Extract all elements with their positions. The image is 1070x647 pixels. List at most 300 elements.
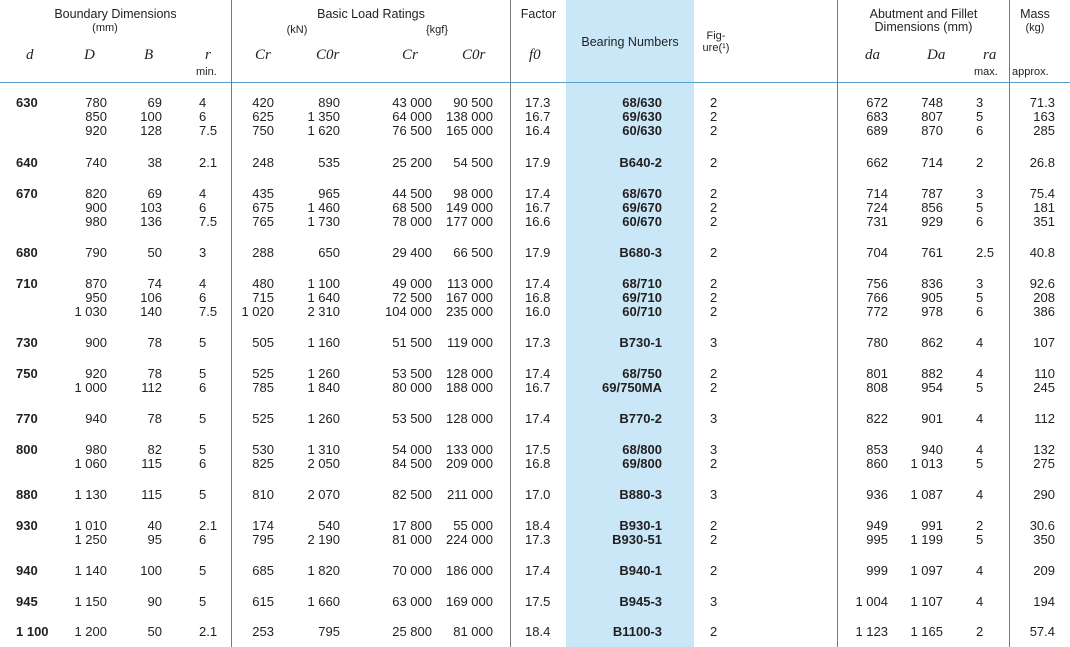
- cell-B: 103: [140, 200, 162, 215]
- cell-bn: 68/630: [622, 95, 662, 110]
- cell-Da: 761: [921, 245, 943, 260]
- symbol-D: D: [84, 47, 95, 63]
- cell-ra: 5: [976, 290, 984, 305]
- cell-B: 78: [147, 411, 162, 426]
- cell-Da: 954: [921, 380, 943, 395]
- cell-bn: B940-1: [619, 563, 662, 578]
- cell-fig: 2: [710, 186, 718, 201]
- cell-mass: 209: [1033, 563, 1055, 578]
- cell-f0: 17.3: [525, 95, 551, 110]
- cell-fig: 2: [710, 456, 718, 471]
- cell-crk: 43 000: [392, 95, 432, 110]
- cell-B: 74: [147, 276, 162, 291]
- cell-da: 689: [866, 123, 888, 138]
- cell-bn: 69/800: [622, 456, 662, 471]
- cell-crk: 29 400: [392, 245, 432, 260]
- cell-crk: 68 500: [392, 200, 432, 215]
- cell-ra: 4: [976, 335, 984, 350]
- cell-mass: 163: [1033, 109, 1055, 124]
- cell-cork: 149 000: [446, 200, 493, 215]
- cell-mass: 92.6: [1029, 276, 1055, 291]
- cell-cr: 810: [252, 487, 274, 502]
- cell-cork: 55 000: [453, 518, 493, 533]
- cell-f0: 16.4: [525, 123, 551, 138]
- symbol-f0: f0: [529, 47, 541, 63]
- header-mass: Mass: [1020, 7, 1050, 21]
- cell-bn: 69/670: [622, 200, 662, 215]
- symbol-B: B: [144, 47, 154, 63]
- cell-da: 714: [866, 186, 888, 201]
- divider-basic-factor: [510, 0, 511, 647]
- cell-cor: 1 100: [307, 276, 340, 291]
- cell-fig: 2: [710, 200, 718, 215]
- cell-r: 4: [199, 95, 207, 110]
- cell-bn: 60/710: [622, 304, 662, 319]
- cell-Da: 1 199: [910, 532, 943, 547]
- cell-fig: 2: [710, 304, 718, 319]
- header-rule-right: [838, 82, 1070, 83]
- cell-mass: 245: [1033, 380, 1055, 395]
- cell-B: 78: [147, 366, 162, 381]
- cell-r: 4: [199, 276, 207, 291]
- cell-bn: B930-51: [612, 532, 662, 547]
- cell-mass: 75.4: [1029, 186, 1055, 201]
- cell-f0: 17.4: [525, 563, 551, 578]
- bore-diameter: 710: [16, 276, 38, 291]
- cell-D: 1 140: [74, 563, 107, 578]
- cell-bn: B1100-3: [612, 624, 662, 639]
- cell-ra: 5: [976, 380, 984, 395]
- cell-da: 780: [866, 335, 888, 350]
- cell-crk: 44 500: [392, 186, 432, 201]
- cell-bn: B640-2: [619, 155, 662, 170]
- symbol-approx: approx.: [1012, 66, 1049, 78]
- cell-D: 920: [85, 366, 107, 381]
- cell-cr: 525: [252, 411, 274, 426]
- cell-crk: 82 500: [392, 487, 432, 502]
- cell-Da: 929: [921, 214, 943, 229]
- cell-mass: 40.8: [1029, 245, 1055, 260]
- cell-f0: 16.8: [525, 290, 551, 305]
- cell-fig: 2: [710, 366, 718, 381]
- cell-da: 756: [866, 276, 888, 291]
- cell-cr: 615: [252, 594, 274, 609]
- cell-cr: 480: [252, 276, 274, 291]
- cell-mass: 285: [1033, 123, 1055, 138]
- cell-crk: 80 000: [392, 380, 432, 395]
- symbol-ra-max: max.: [974, 66, 998, 78]
- cell-cr: 765: [252, 214, 274, 229]
- cell-ra: 4: [976, 442, 984, 457]
- cell-cor: 2 190: [307, 532, 340, 547]
- cell-crk: 49 000: [392, 276, 432, 291]
- header-rule-mid: [232, 82, 837, 83]
- cell-cr: 525: [252, 366, 274, 381]
- cell-cork: 209 000: [446, 456, 493, 471]
- cell-ra: 2: [976, 155, 984, 170]
- bore-diameter: 640: [16, 155, 38, 170]
- cell-mass: 181: [1033, 200, 1055, 215]
- bore-diameter: 680: [16, 245, 38, 260]
- cell-crk: 104 000: [385, 304, 432, 319]
- cell-D: 1 000: [74, 380, 107, 395]
- cell-r: 6: [199, 109, 207, 124]
- cell-cor: 2 310: [307, 304, 340, 319]
- cell-ra: 5: [976, 456, 984, 471]
- cell-f0: 16.0: [525, 304, 551, 319]
- bore-diameter: 730: [16, 335, 38, 350]
- cell-ra: 3: [976, 95, 984, 110]
- header-figure-line1: Fig-: [706, 30, 726, 42]
- cell-D: 780: [85, 95, 107, 110]
- cell-D: 1 250: [74, 532, 107, 547]
- cell-f0: 18.4: [525, 518, 551, 533]
- cell-da: 949: [866, 518, 888, 533]
- cell-B: 40: [147, 518, 162, 533]
- cell-mass: 275: [1033, 456, 1055, 471]
- cell-Da: 787: [921, 186, 943, 201]
- cell-B: 100: [140, 109, 162, 124]
- cell-da: 662: [866, 155, 888, 170]
- cell-cor: 535: [318, 155, 340, 170]
- cell-crk: 70 000: [392, 563, 432, 578]
- bore-diameter: 670: [16, 186, 38, 201]
- symbol-cor-kgf: C0r: [462, 47, 486, 63]
- cell-cor: 1 640: [307, 290, 340, 305]
- cell-ra: 2: [976, 624, 984, 639]
- cell-crk: 25 200: [392, 155, 432, 170]
- cell-da: 801: [866, 366, 888, 381]
- cell-fig: 2: [710, 532, 718, 547]
- cell-cork: 186 000: [446, 563, 493, 578]
- cell-r: 6: [199, 456, 207, 471]
- symbol-cor-kn: C0r: [316, 47, 340, 63]
- cell-f0: 16.8: [525, 456, 551, 471]
- cell-bn: 60/630: [622, 123, 662, 138]
- cell-f0: 17.4: [525, 276, 551, 291]
- header-abutment-line2: Dimensions (mm): [874, 20, 973, 34]
- cell-r: 5: [199, 411, 207, 426]
- cell-r: 4: [199, 186, 207, 201]
- cell-cork: 211 000: [446, 487, 493, 502]
- cell-fig: 2: [710, 123, 718, 138]
- cell-r: 2.1: [199, 155, 218, 170]
- cell-B: 106: [140, 290, 162, 305]
- bore-diameter: 750: [16, 366, 38, 381]
- cell-fig: 2: [710, 109, 718, 124]
- cell-mass: 107: [1033, 335, 1055, 350]
- cell-da: 995: [866, 532, 888, 547]
- cell-ra: 6: [976, 214, 984, 229]
- cell-da: 724: [866, 200, 888, 215]
- cell-crk: 25 800: [392, 624, 432, 639]
- cell-B: 115: [141, 456, 162, 471]
- cell-D: 940: [85, 411, 107, 426]
- cell-cork: 235 000: [446, 304, 493, 319]
- cell-cr: 750: [252, 123, 274, 138]
- cell-cr: 795: [252, 532, 274, 547]
- cell-fig: 2: [710, 624, 718, 639]
- cell-fig: 3: [710, 442, 718, 457]
- cell-f0: 16.6: [525, 214, 551, 229]
- cell-f0: 16.7: [525, 380, 551, 395]
- cell-ra: 4: [976, 563, 984, 578]
- cell-B: 100: [140, 563, 162, 578]
- cell-fig: 3: [710, 411, 718, 426]
- cell-bn: 68/670: [622, 186, 662, 201]
- cell-crk: 64 000: [392, 109, 432, 124]
- cell-cr: 1 020: [241, 304, 274, 319]
- cell-cor: 1 840: [307, 380, 340, 395]
- cell-da: 704: [866, 245, 888, 260]
- cell-Da: 1 107: [910, 594, 943, 609]
- cell-cr: 785: [252, 380, 274, 395]
- cell-bn: B930-1: [619, 518, 662, 533]
- cell-cr: 825: [252, 456, 274, 471]
- cell-f0: 17.3: [525, 532, 551, 547]
- cell-mass: 132: [1033, 442, 1055, 457]
- cell-fig: 3: [710, 335, 718, 350]
- cell-cr: 420: [252, 95, 274, 110]
- cell-cork: 138 000: [446, 109, 493, 124]
- cell-da: 808: [866, 380, 888, 395]
- cell-cork: 90 500: [453, 95, 493, 110]
- cell-crk: 78 000: [392, 214, 432, 229]
- cell-Da: 1 165: [910, 624, 943, 639]
- symbol-r-min: min.: [196, 66, 217, 78]
- cell-ra: 3: [976, 276, 984, 291]
- cell-bn: 69/750MA: [602, 380, 662, 395]
- cell-B: 128: [140, 123, 162, 138]
- bore-diameter: 630: [16, 95, 38, 110]
- cell-fig: 3: [710, 487, 718, 502]
- symbol-ra: ra: [983, 47, 997, 63]
- cell-fig: 2: [710, 214, 718, 229]
- cell-r: 5: [199, 366, 207, 381]
- cell-fig: 2: [710, 518, 718, 533]
- cell-r: 6: [199, 532, 207, 547]
- cell-cor: 1 350: [307, 109, 340, 124]
- cell-da: 822: [866, 411, 888, 426]
- cell-D: 870: [85, 276, 107, 291]
- cell-crk: 51 500: [392, 335, 432, 350]
- cell-da: 936: [866, 487, 888, 502]
- cell-mass: 26.8: [1029, 155, 1055, 170]
- cell-mass: 71.3: [1029, 95, 1055, 110]
- cell-Da: 978: [921, 304, 943, 319]
- bore-diameter: 945: [16, 594, 38, 609]
- cell-B: 140: [140, 304, 162, 319]
- cell-cr: 625: [252, 109, 274, 124]
- cell-cork: 169 000: [446, 594, 493, 609]
- cell-bn: B770-2: [619, 411, 662, 426]
- header-abutment-line1: Abutment and Fillet: [869, 7, 978, 21]
- cell-r: 5: [199, 594, 207, 609]
- cell-mass: 110: [1034, 366, 1055, 381]
- cell-cork: 98 000: [453, 186, 493, 201]
- bore-diameter: 880: [16, 487, 38, 502]
- cell-ra: 4: [976, 487, 984, 502]
- cell-cr: 505: [252, 335, 274, 350]
- cell-r: 2.1: [199, 518, 218, 533]
- cell-ra: 6: [976, 304, 984, 319]
- cell-r: 5: [199, 563, 207, 578]
- cell-cr: 675: [252, 200, 274, 215]
- cell-crk: 54 000: [392, 442, 432, 457]
- header-bearing-numbers: Bearing Numbers: [581, 35, 679, 49]
- cell-da: 731: [866, 214, 888, 229]
- cell-cr: 288: [252, 245, 274, 260]
- bore-diameter: 800: [16, 442, 38, 457]
- cell-da: 766: [866, 290, 888, 305]
- cell-f0: 17.3: [525, 335, 551, 350]
- cell-bn: B945-3: [619, 594, 662, 609]
- cell-D: 740: [85, 155, 107, 170]
- cell-Da: 1 097: [910, 563, 943, 578]
- cell-cr: 435: [252, 186, 274, 201]
- cell-cor: 650: [318, 245, 340, 260]
- cell-ra: 5: [976, 109, 984, 124]
- cell-da: 853: [866, 442, 888, 457]
- cell-D: 1 030: [74, 304, 107, 319]
- header-boundary-unit: (mm): [92, 22, 118, 34]
- cell-r: 5: [199, 335, 207, 350]
- cell-Da: 991: [921, 518, 943, 533]
- cell-f0: 17.5: [525, 442, 551, 457]
- cell-f0: 17.9: [525, 245, 551, 260]
- header-figure-line2: ure(¹): [702, 42, 730, 54]
- cell-f0: 17.4: [525, 411, 551, 426]
- cell-f0: 16.7: [525, 200, 551, 215]
- cell-ra: 5: [976, 200, 984, 215]
- cell-fig: 2: [710, 290, 718, 305]
- cell-cr: 174: [252, 518, 274, 533]
- symbol-cr-kn: Cr: [255, 47, 271, 63]
- cell-cor: 1 730: [307, 214, 340, 229]
- cell-mass: 30.6: [1029, 518, 1055, 533]
- cell-Da: 714: [921, 155, 943, 170]
- bore-diameter: 1 100: [16, 624, 49, 639]
- cell-B: 90: [147, 594, 162, 609]
- cell-D: 1 200: [74, 624, 107, 639]
- header-rule-left: [0, 82, 231, 83]
- cell-cor: 1 160: [307, 335, 340, 350]
- cell-bn: 69/630: [622, 109, 662, 124]
- cell-cr: 685: [252, 563, 274, 578]
- cell-cor: 2 050: [307, 456, 340, 471]
- cell-crk: 17 800: [392, 518, 432, 533]
- divider-abutment-mass: [1009, 0, 1010, 647]
- cell-Da: 748: [921, 95, 943, 110]
- cell-D: 790: [85, 245, 107, 260]
- cell-cor: 1 260: [307, 366, 340, 381]
- cell-r: 3: [199, 245, 207, 260]
- cell-da: 672: [866, 95, 888, 110]
- cell-D: 1 150: [74, 594, 107, 609]
- cell-mass: 386: [1033, 304, 1055, 319]
- symbol-cr-kgf: Cr: [402, 47, 418, 63]
- cell-bn: B680-3: [619, 245, 662, 260]
- cell-B: 69: [147, 186, 162, 201]
- bore-diameter: 770: [16, 411, 38, 426]
- cell-cor: 1 620: [307, 123, 340, 138]
- cell-crk: 53 500: [392, 366, 432, 381]
- cell-bn: 68/750: [622, 366, 662, 381]
- cell-cor: 1 260: [307, 411, 340, 426]
- cell-ra: 2.5: [976, 245, 995, 260]
- cell-ra: 2: [976, 518, 984, 533]
- cell-r: 7.5: [199, 304, 218, 319]
- cell-fig: 2: [710, 563, 718, 578]
- cell-cr: 248: [252, 155, 274, 170]
- cell-bn: B730-1: [619, 335, 662, 350]
- header-mass-unit: (kg): [1025, 22, 1045, 34]
- cell-D: 950: [85, 290, 107, 305]
- cell-mass: 112: [1034, 411, 1055, 426]
- cell-fig: 3: [710, 594, 718, 609]
- cell-r: 7.5: [199, 123, 218, 138]
- cell-cork: 54 500: [453, 155, 493, 170]
- cell-bn: B880-3: [619, 487, 662, 502]
- cell-da: 860: [866, 456, 888, 471]
- cell-cor: 795: [318, 624, 340, 639]
- header-kgf-unit: {kgf}: [425, 24, 449, 36]
- cell-bn: 60/670: [622, 214, 662, 229]
- cell-D: 1 130: [74, 487, 107, 502]
- cell-B: 69: [147, 95, 162, 110]
- cell-cork: 177 000: [446, 214, 493, 229]
- cell-f0: 17.5: [525, 594, 551, 609]
- cell-crk: 84 500: [392, 456, 432, 471]
- cell-fig: 2: [710, 155, 718, 170]
- cell-D: 980: [85, 442, 107, 457]
- cell-Da: 870: [921, 123, 943, 138]
- cell-da: 683: [866, 109, 888, 124]
- cell-B: 136: [140, 214, 162, 229]
- cell-mass: 350: [1033, 532, 1055, 547]
- cell-ra: 3: [976, 186, 984, 201]
- cell-ra: 5: [976, 532, 984, 547]
- cell-r: 6: [199, 290, 207, 305]
- cell-Da: 882: [921, 366, 943, 381]
- cell-fig: 2: [710, 276, 718, 291]
- cell-r: 5: [199, 487, 207, 502]
- cell-cork: 167 000: [446, 290, 493, 305]
- divider-boundary-basic: [231, 0, 232, 647]
- cell-B: 78: [147, 335, 162, 350]
- cell-B: 38: [147, 155, 162, 170]
- header-boundary-dimensions: Boundary Dimensions: [54, 7, 177, 21]
- cell-cor: 965: [318, 186, 340, 201]
- cell-cr: 253: [252, 624, 274, 639]
- cell-Da: 1 087: [910, 487, 943, 502]
- cell-crk: 72 500: [392, 290, 432, 305]
- cell-cork: 165 000: [446, 123, 493, 138]
- cell-cork: 119 000: [446, 335, 493, 350]
- cell-D: 1 060: [74, 456, 107, 471]
- cell-da: 1 004: [855, 594, 888, 609]
- symbol-d: d: [26, 47, 34, 63]
- cell-cork: 81 000: [453, 624, 493, 639]
- cell-f0: 16.7: [525, 109, 551, 124]
- cell-ra: 4: [976, 366, 984, 381]
- cell-B: 112: [141, 380, 162, 395]
- cell-cork: 133 000: [446, 442, 493, 457]
- cell-mass: 194: [1033, 594, 1055, 609]
- cell-cork: 66 500: [453, 245, 493, 260]
- cell-crk: 76 500: [392, 123, 432, 138]
- cell-r: 6: [199, 380, 207, 395]
